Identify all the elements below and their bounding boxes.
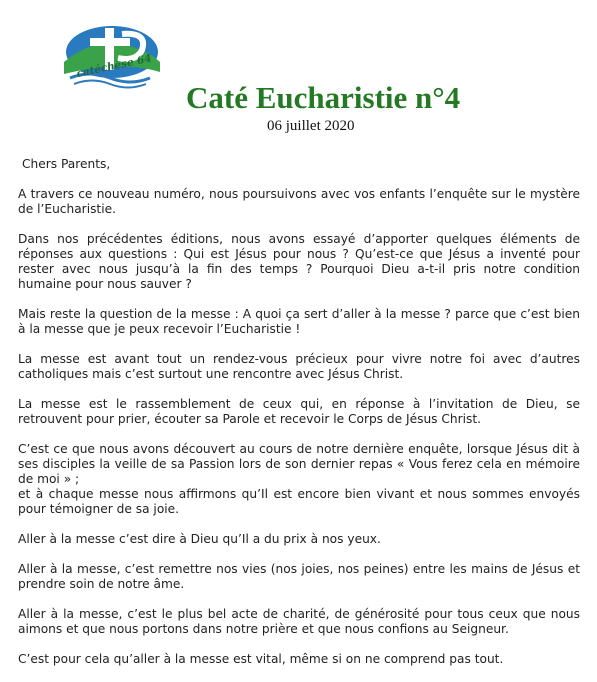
issue-date: 06 juillet 2020 [267,118,355,134]
paragraph: Aller à la messe, c’est remettre nos vies (nos joies, nos peines) entre les mains de Jésus et prendre soin de notre âme. [18,562,580,591]
logo-cross-horizontal [90,38,130,46]
paragraph: A travers ce nouveau numéro, nous poursuivons avec vos enfants l’enquête sur le mystère de l’Eucharistie. [18,187,580,216]
paragraph: Aller à la messe, c’est le plus bel acte de charité, de générosité pour tous ceux que nous aimons et que nous portons dans notre prière et que nous confions au Seigneur. [18,607,580,636]
paragraph: La messe est avant tout un rendez-vous précieux pour vivre notre foi avec d’autres catholiques mais c’est surtout une rencontre avec Jésus Christ. [18,352,580,381]
paragraph: C’est pour cela qu’aller à la messe est vital, même si on ne comprend pas tout. [18,652,504,666]
paragraph-block [18,442,580,517]
paragraph: Dans nos précédentes éditions, nous avons essayé d’apporter quelques éléments de réponses aux questions : Qui est Jésus pour nous ? Qu’est-ce que Jésus a inventé pour rester avec nous jusqu’à la fin des temps ? Pourquoi Dieu a-t-il pris notre condition humaine pour nous sauver ? [18,232,580,291]
paragraph: La messe est le rassemblement de ceux qui, en réponse à l’invitation de Dieu, se retrouvent pour prier, écouter sa Parole et recevoir le Corps de Jésus Christ. [18,397,580,426]
paragraph: C’est ce que nous avons découvert au cours de notre dernière enquête, lorsque Jésus dit à ses disciples la veille de sa Passion lors de son dernier repas « Vous ferez cela en mémoire de moi » ; [18,442,580,486]
greeting: Chers Parents, [22,157,111,171]
letter-body [18,157,580,682]
page-title: Caté Eucharistie n°4 [186,80,461,115]
logo-text: catéchèse 64 [75,52,153,80]
paragraph-continuation: et à chaque messe nous affirmons qu’Il est encore bien vivant et nous sommes envoyés pour témoigner de sa joie. [18,487,580,516]
paragraph: Aller à la messe c’est dire à Dieu qu’Il a du prix à nos yeux. [18,532,381,546]
paragraph: Mais reste la question de la messe : A quoi ça sert d’aller à la messe ? parce que c’est bien à la messe que je peux recevoir l’Eucharistie ! [18,307,580,336]
